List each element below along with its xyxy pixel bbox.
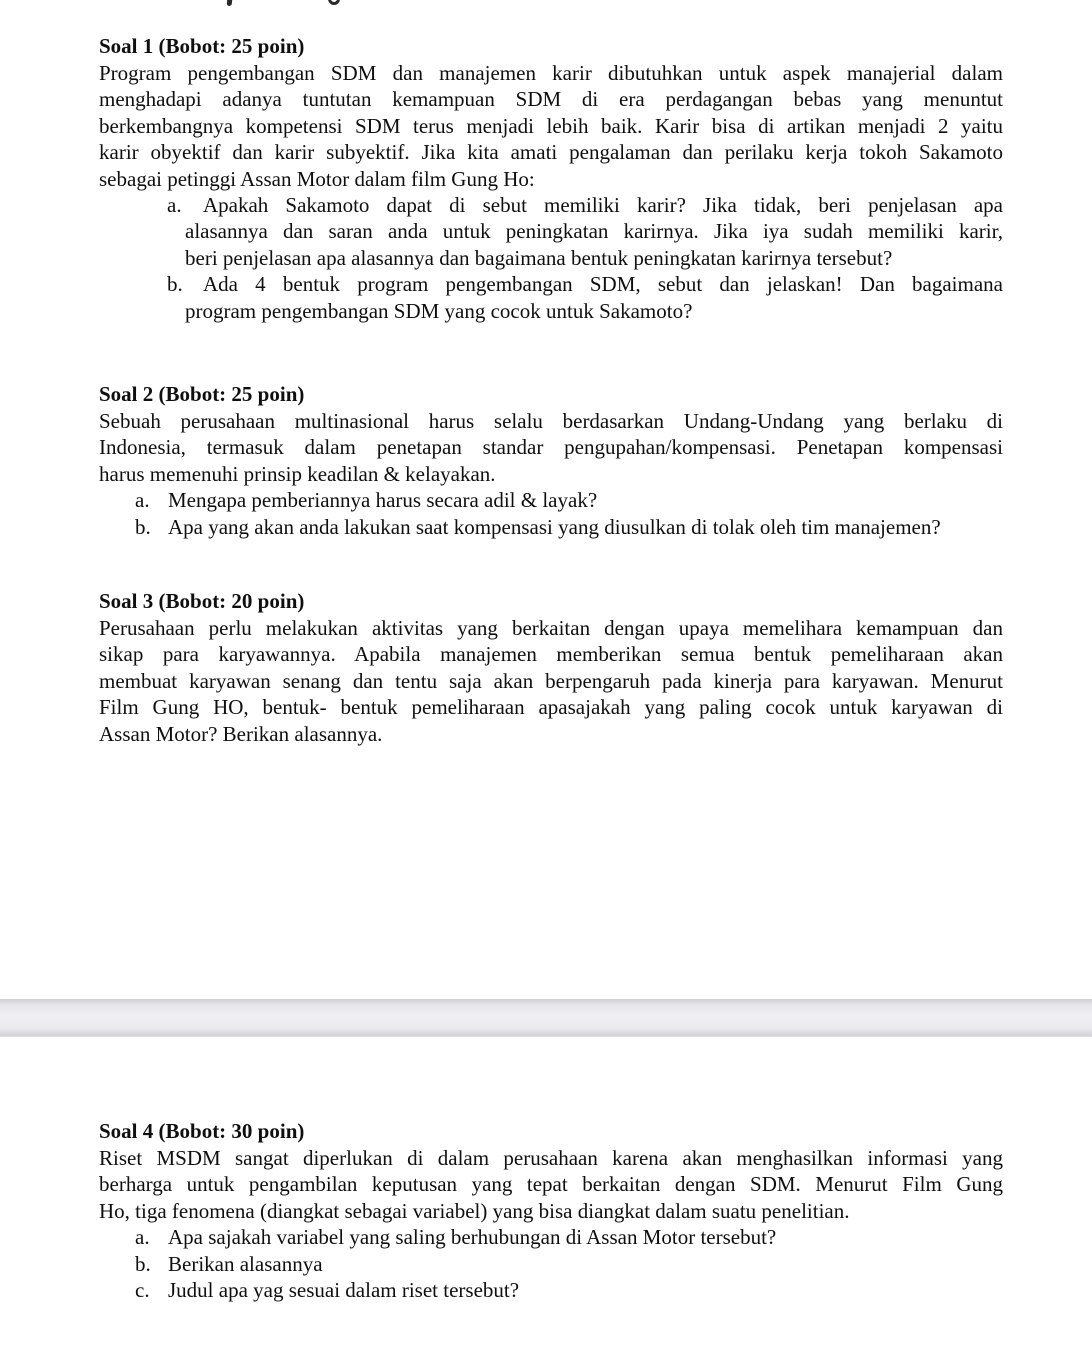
soal-1-section: [99, 33, 1003, 324]
text-line: Film Gung HO, bentuk- bentuk pemeliharaan apasajakah yang paling cocok untuk karyawan di: [99, 695, 1003, 720]
soal-3-paragraph: [99, 615, 1003, 747]
list-item-marker: b.: [135, 1251, 151, 1276]
list-item-a: [99, 1224, 1003, 1250]
soal-2-section: [99, 381, 1003, 540]
list-item-marker: b.: [167, 272, 183, 297]
text-line: Assan Motor? Berikan alasannya.: [99, 721, 383, 746]
soal-4-list: [99, 1224, 1003, 1303]
soal-4-paragraph: [99, 1145, 1003, 1224]
text-line: Apa sajakah variabel yang saling berhubungan di Assan Motor tersebut?: [168, 1225, 777, 1250]
list-item-marker: b.: [135, 514, 151, 539]
cropped-text-fragment: [328, 0, 340, 5]
text-line: Sebuah perusahaan multinasional harus selalu berdasarkan Undang-Undang yang berlaku di: [99, 409, 1003, 433]
text-line: Ada 4 bentuk program pengembangan SDM, sebut dan jelaskan! Dan bagaimana: [203, 272, 1003, 297]
soal-1-paragraph: [99, 60, 1003, 192]
list-item-a: [167, 192, 1003, 271]
text-line: program pengembangan SDM yang cocok untuk Sakamoto?: [185, 298, 693, 323]
text-line: Apa yang akan anda lakukan saat kompensasi yang diusulkan di tolak oleh tim manajemen?: [168, 514, 941, 539]
soal-3-section: [99, 588, 1003, 747]
soal-4-heading: Soal 4 (Bobot: 30 poin): [99, 1119, 305, 1143]
page-break-divider: [0, 999, 1092, 1037]
text-line: karir obyektif dan karir subyektif. Jika kita amati pengalaman dan perilaku kerja tokoh Sakamoto: [99, 140, 1003, 165]
text-line: harus memenuhi prinsip keadilan & kelayakan.: [99, 461, 496, 486]
list-item-marker: a.: [135, 488, 150, 513]
text-line: Berikan alasannya: [168, 1251, 323, 1276]
list-item-marker: a.: [135, 1225, 150, 1250]
text-line: Perusahaan perlu melakukan aktivitas yang berkaitan dengan upaya memelihara kemampuan dan: [99, 616, 1003, 640]
list-item-c: [99, 1277, 1003, 1303]
text-line: Apakah Sakamoto dapat di sebut memiliki karir? Jika tidak, beri penjelasan apa: [203, 192, 1003, 217]
text-line: sebagai petinggi Assan Motor dalam film Gung Ho:: [99, 166, 535, 191]
text-line: sikap para karyawannya. Apabila manajemen memberikan semua bentuk pemeliharaan akan: [99, 642, 1003, 667]
list-item-b: [99, 514, 1003, 540]
text-line: Judul apa yag sesuai dalam riset tersebut?: [168, 1277, 520, 1302]
text-line: berkembangnya kompetensi SDM terus menjadi lebih baik. Karir bisa di artikan menjadi 2 yaitu: [99, 113, 1003, 138]
text-line: beri penjelasan apa alasannya dan bagaimana bentuk peningkatan karirnya tersebut?: [185, 245, 893, 270]
text-line: Indonesia, termasuk dalam penetapan standar pengupahan/kompensasi. Penetapan kompensasi: [99, 435, 1003, 460]
soal-2-list: [99, 487, 1003, 540]
text-line: Ho, tiga fenomena (diangkat sebagai variabel) yang bisa diangkat dalam suatu penelitian.: [99, 1198, 850, 1223]
text-line: alasannya dan saran anda untuk peningkatan karirnya. Jika iya sudah memiliki karir,: [185, 219, 1003, 244]
list-item-b: [99, 1251, 1003, 1277]
soal-2-paragraph: [99, 408, 1003, 487]
soal-2-heading: Soal 2 (Bobot: 25 poin): [99, 382, 305, 406]
text-line: Riset MSDM sangat diperlukan di dalam perusahaan karena akan menghasilkan informasi yang: [99, 1146, 1003, 1170]
cropped-text-fragment: [227, 0, 233, 6]
text-line: menghadapi adanya tuntutan kemampuan SDM di era perdagangan bebas yang menuntut: [99, 87, 1003, 112]
list-item-b: [167, 271, 1003, 324]
text-line: berharga untuk pengambilan keputusan yang tepat berkaitan dengan SDM. Menurut Film Gung: [99, 1172, 1003, 1197]
soal-4-section: [99, 1118, 1003, 1303]
list-item-marker: a.: [167, 192, 182, 217]
soal-1-heading: Soal 1 (Bobot: 25 poin): [99, 34, 305, 58]
soal-3-heading: Soal 3 (Bobot: 20 poin): [99, 589, 305, 613]
soal-1-list: [167, 192, 1003, 324]
text-line: Mengapa pemberiannya harus secara adil & layak?: [168, 488, 598, 513]
list-item-marker: c.: [135, 1277, 150, 1302]
list-item-a: [99, 487, 1003, 513]
text-line: membuat karyawan senang dan tentu saja akan berpengaruh pada kinerja para karyawan. Menurut: [99, 668, 1003, 693]
text-line: Program pengembangan SDM dan manajemen karir dibutuhkan untuk aspek manajerial dalam: [99, 61, 1003, 85]
